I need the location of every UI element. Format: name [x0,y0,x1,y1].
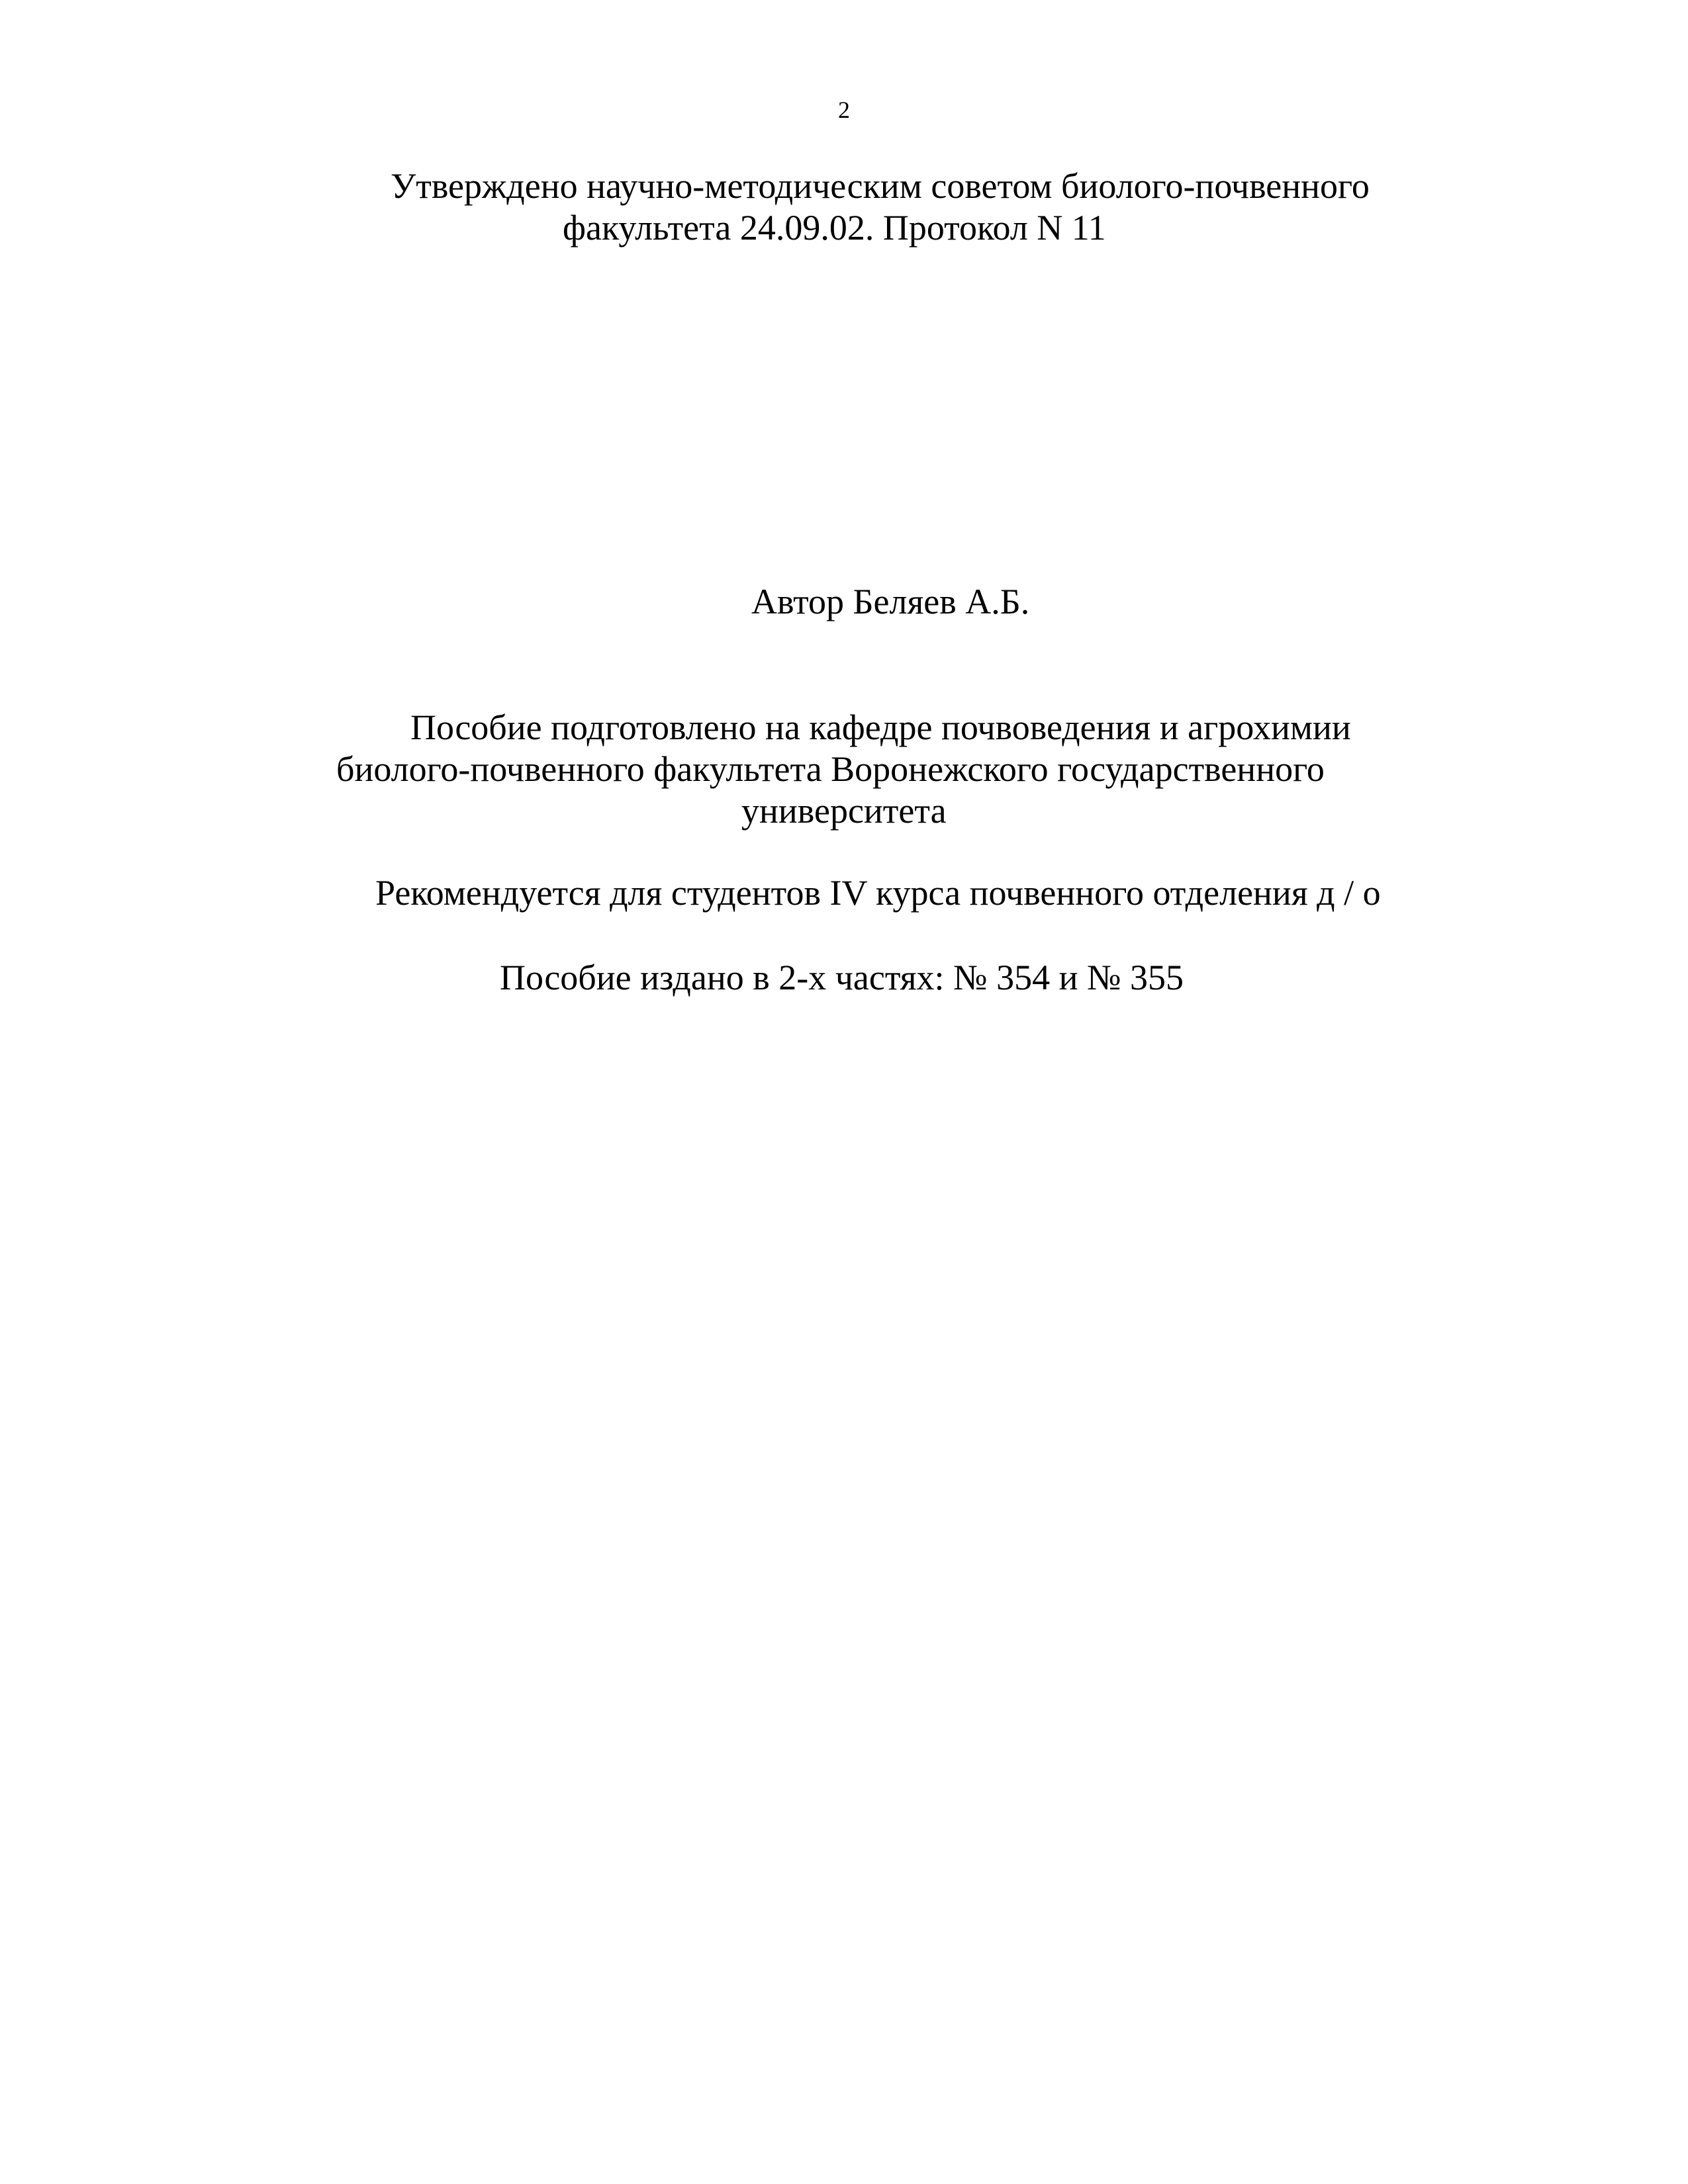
preparation-line-2: биолого-почвенного факультета Воронежского государственного [336,749,1325,789]
page-number: 2 [838,97,850,123]
preparation-line-1: Пособие подготовлено на кафедре почвоведения и агрохимии [410,707,1351,747]
edition-line: Пособие издано в 2-х частях: № 354 и № 355 [500,958,1184,997]
author-line: Автор Беляев А.Б. [751,582,1030,621]
approval-line-2: факультета 24.09.02. Протокол N 11 [563,208,1106,248]
preparation-line-3: университета [741,791,947,831]
approval-line-1: Утверждено научно-методическим советом биолого-почвенного [391,166,1370,206]
recommendation-line: Рекомендуется для студентов IV курса почвенного отделения д / о [375,873,1381,913]
